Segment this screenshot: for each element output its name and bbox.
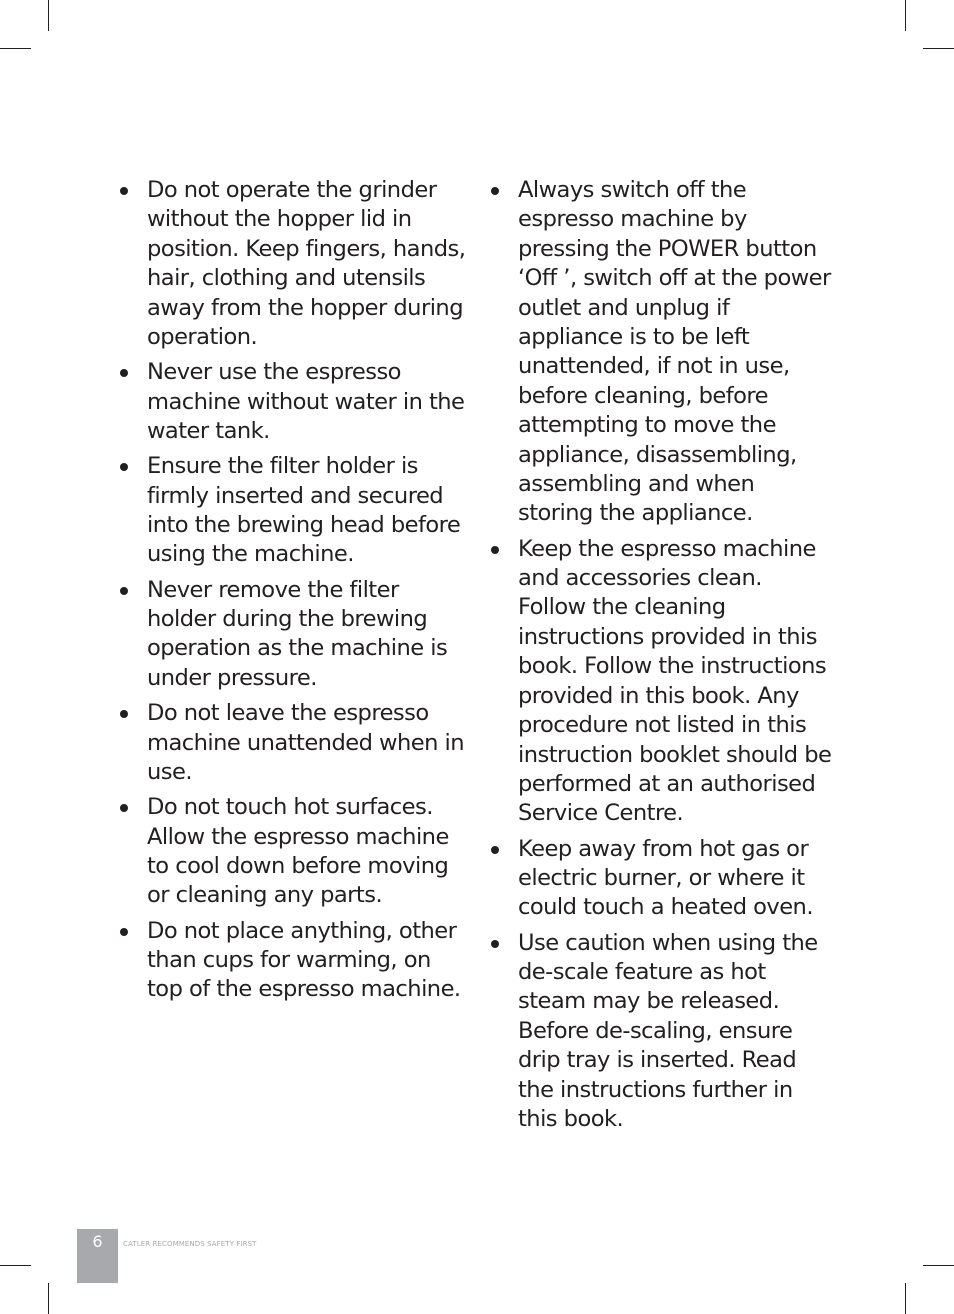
list-item: [117, 699, 467, 787]
crop-mark: [0, 1265, 31, 1266]
list-item-text: Do not place anything, other than cups for warming, on top of the espresso machine.: [147, 917, 461, 1003]
list-item-text: Never use the espresso machine without water in the water tank.: [147, 359, 465, 445]
list-item: [117, 176, 467, 352]
list-item: [117, 576, 467, 694]
crop-mark: [48, 0, 49, 31]
list-item-text: Never remove the filter holder during the brewing operation as the machine is under pressure.: [147, 576, 448, 691]
crop-mark: [48, 1283, 49, 1314]
crop-mark: [923, 48, 954, 49]
page-number: 6: [92, 1232, 103, 1251]
list-item: [488, 176, 833, 529]
list-item-text: Keep the espresso machine and accessories clean. Follow the cleaning instructions provided in this book. Follow the instructions provided in this book. Any procedure not listed in this instruction booklet should be performed at an authorised Service Centre.: [518, 535, 832, 827]
list-item: [488, 929, 833, 1135]
left-column: [117, 176, 467, 1011]
list-item: [488, 835, 833, 923]
list-item: [117, 452, 467, 570]
safety-list-left: [117, 176, 467, 1005]
bullet-icon: [491, 846, 499, 854]
list-item-text: Do not leave the espresso machine unattended when in use.: [147, 700, 464, 785]
list-item-text: Use caution when using the de-scale feature as hot steam may be released. Before de-scaling, ensure drip tray is inserted. Read the instructions further in this book.: [518, 929, 818, 1132]
crop-mark: [923, 1265, 954, 1266]
bullet-icon: [491, 546, 499, 554]
crop-mark: [905, 1283, 906, 1314]
bullet-icon: [491, 940, 499, 948]
list-item: [117, 917, 467, 1005]
right-column: [488, 176, 833, 1140]
bullet-icon: [120, 463, 128, 471]
footer-text: CATLER RECOMMENDS SAFETY FIRST: [123, 1240, 257, 1248]
list-item: [117, 793, 467, 911]
bullet-icon: [491, 187, 499, 195]
bullet-icon: [120, 369, 128, 377]
bullet-icon: [120, 928, 128, 936]
bullet-icon: [120, 587, 128, 595]
crop-mark: [0, 48, 31, 49]
crop-mark: [905, 0, 906, 31]
bullet-icon: [120, 187, 128, 195]
list-item-text: Do not touch hot surfaces. Allow the espresso machine to cool down before moving or cleaning any parts.: [147, 794, 449, 909]
bullet-icon: [120, 710, 128, 718]
list-item: [117, 358, 467, 446]
list-item: [488, 535, 833, 829]
list-item-text: Keep away from hot gas or electric burner, or where it could touch a heated oven.: [518, 835, 813, 921]
bullet-icon: [120, 804, 128, 812]
list-item-text: Do not operate the grinder without the hopper lid in position. Keep fingers, hands, hair, clothing and utensils away from the hopper during operation.: [147, 177, 466, 351]
page-number-tab: [77, 1229, 118, 1283]
list-item-text: Ensure the filter holder is firmly inserted and secured into the brewing head before using the machine.: [147, 453, 461, 568]
list-item-text: Always switch off the espresso machine by pressing the POWER button ‘Off ’, switch off at the power outlet and unplug if appliance is to be left unattended, if not in use, before cleaning, before attempting to move the appliance, disassembling, assembling and when storing the appliance.: [518, 177, 831, 527]
safety-list-right: [488, 176, 833, 1134]
